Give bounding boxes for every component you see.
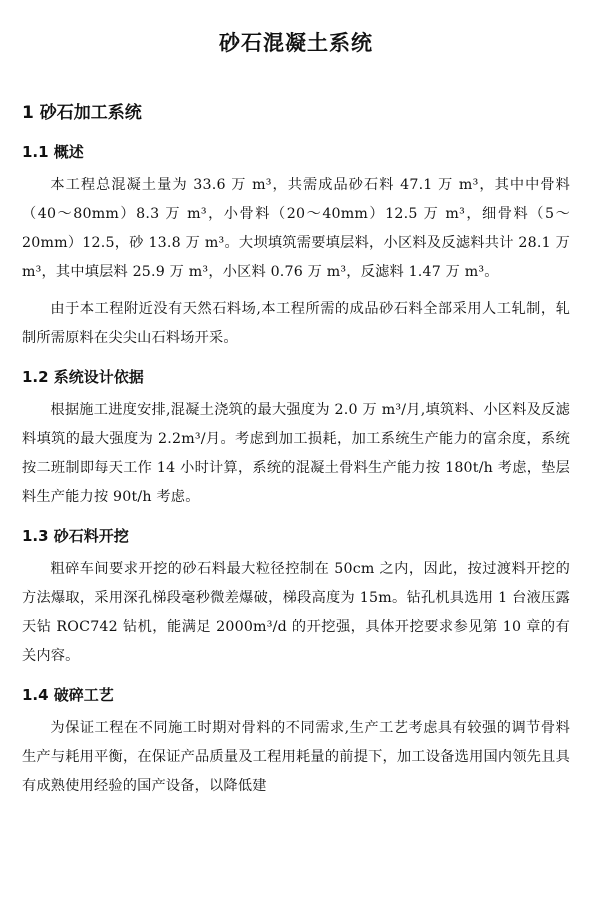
section-1-1-paragraph-1: 本工程总混凝土量为 33.6 万 m³，共需成品砂石料 47.1 万 m³，其中中骨料（40～80mm）8.3 万 m³，小骨料（20～40mm）12.5 万 m³，细骨料（5～20mm）12.5，砂 13.8 万 m³。大坝填筑需要填层料，小区料及反滤料共计 28.1 万 m³，其中填层料 25.9 万 m³，小区料 0.76 万 m³，反滤料 1.47 万 m³。 [22,177,570,280]
section-1-3-heading: 1.3 砂石料开挖 [22,527,129,545]
section-1-2-heading: 1.2 系统设计依据 [22,368,144,386]
section-1-3-paragraph-1: 粗碎车间要求开挖的砂石料最大粒径控制在 50cm 之内，因此，按过渡料开挖的方法爆取，采用深孔梯段毫秒微差爆破，梯段高度为 15m。钻孔机具选用 1 台液压露天钻 ROC742 钻机，能满足 2000m³/d 的开挖强，具体开挖要求参见第 10 章的有关内容。 [22,561,570,664]
section-1-1-heading: 1.1 概述 [22,143,84,161]
section-1-4-paragraph-1: 为保证工程在不同施工时期对骨料的不同需求,生产工艺考虑具有较强的调节骨料生产与耗用平衡，在保证产品质量及工程用耗量的前提下，加工设备选用国内领先且具有成熟使用经验的国产设备，以降低建 [22,720,570,794]
document-title: 砂石混凝土系统 [219,31,373,55]
section-1-heading: 1 砂石加工系统 [22,103,142,123]
section-1-2-paragraph-1: 根据施工进度安排,混凝土浇筑的最大强度为 2.0 万 m³/月,填筑料、小区料及反滤料填筑的最大强度为 2.2m³/月。考虑到加工损耗，加工系统生产能力的富余度，系统按二班制即每天工作 14 小时计算，系统的混凝土骨料生产能力按 180t/h 考虑，垫层料生产能力按 90t/h 考虑。 [22,402,570,505]
section-1-4-heading: 1.4 破碎工艺 [22,686,114,704]
section-1-1-paragraph-2: 由于本工程附近没有天然石料场,本工程所需的成品砂石料全部采用人工轧制，轧制所需原料在尖尖山石料场开采。 [22,301,570,346]
